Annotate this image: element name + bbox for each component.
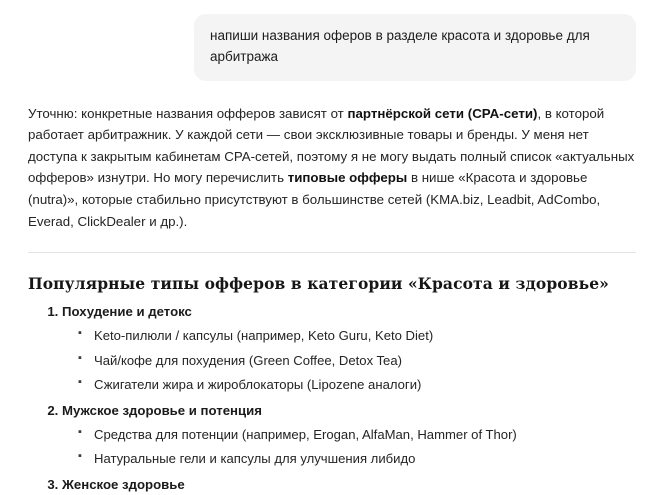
assistant-message	[28, 103, 636, 495]
intro-bold-cpa: партнёрской сети (CPA-сети)	[347, 105, 538, 121]
offer-item: ▪ Чай/кофе для похудения (Green Coffee, Detox Tea)	[78, 351, 636, 371]
user-message-row	[28, 0, 636, 81]
offer-item: ▪ Сжигатели жира и жироблокаторы (Lipozene аналоги)	[78, 375, 636, 395]
offer-category-label: Похудение и детокс	[62, 304, 192, 320]
offer-item: ▪ Средства для потенции (например, Erogan, AlfaMan, Hammer of Thor)	[78, 425, 636, 445]
offer-category-item	[62, 475, 636, 495]
intro-bold-offers: типовые офферы	[287, 170, 408, 186]
offer-item: ▪ Keto-пилюли / капсулы (например, Keto Guru, Keto Diet)	[78, 326, 636, 346]
intro-text-3: в нише «Красота и здоровье (nutra)», которые стабильно присутствуют в большинстве сетей (KMA.biz, Leadbit, AdCombo, Everad, ClickDealer и др.).	[28, 170, 601, 229]
offer-category-item	[62, 302, 636, 395]
intro-text-2: , в которой работает арбитражник. У каждой сети — свои эксклюзивные товары и бренды. У меня нет доступа к закрытым кабинетам CPA-сетей, поэтому я не могу выдать полный список «актуальных офферов» изнутри. Но могу перечислить	[28, 105, 635, 186]
offer-category-item	[62, 401, 636, 469]
offer-sublist	[62, 425, 636, 469]
offer-item: ▪ Натуральные гели и капсулы для улучшения либидо	[78, 449, 636, 469]
offer-category-label: Женское здоровье	[62, 476, 185, 492]
offer-sublist	[62, 326, 636, 395]
offer-category-list	[28, 302, 636, 495]
section-divider	[28, 252, 636, 253]
offer-category-label: Мужское здоровье и потенция	[62, 402, 262, 418]
assistant-intro-paragraph	[28, 103, 636, 232]
user-message-bubble[interactable]: напиши названия оферов в разделе красота и здоровье для арбитража	[194, 14, 636, 81]
section-title: Популярные типы офферов в категории «Красота и здоровье»	[28, 274, 609, 294]
intro-text-1: Уточню: конкретные названия офферов зависят от	[28, 105, 348, 121]
